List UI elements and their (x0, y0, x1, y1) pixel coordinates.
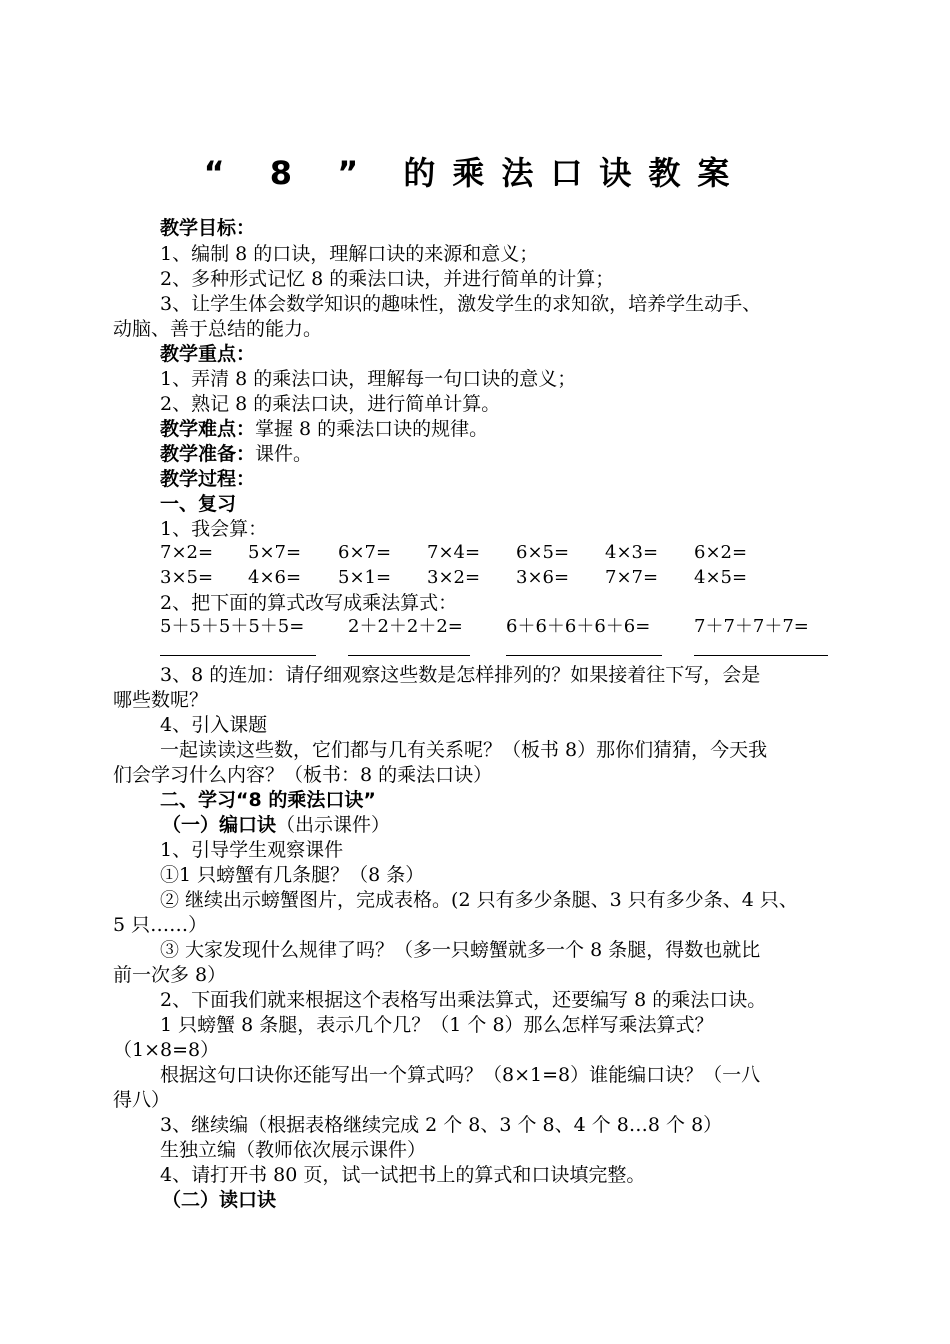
calc-item: 5×1= (338, 567, 392, 588)
guide-2b-line2: 得八） (113, 1089, 171, 1111)
guide-1b-line2: 5 只……） (113, 914, 208, 936)
sub-1-heading (162, 812, 390, 838)
calc-item: 3×6= (516, 567, 570, 588)
step-4: 4、引入课题 (160, 714, 268, 736)
calc-item: 4×3= (605, 542, 659, 563)
guide-1: 1、引导学生观察课件 (160, 839, 344, 861)
sub-2-heading: （二）读口诀 (162, 1189, 277, 1211)
addition-item: 2＋2＋2＋2= (348, 616, 463, 637)
rewrite-title: 2、把下面的算式改写成乘法算式： (160, 592, 458, 614)
answer-blank[interactable] (160, 655, 316, 656)
guide-2a-line2: （1×8=8） (113, 1039, 220, 1061)
calc-item: 7×4= (427, 542, 481, 563)
answer-blank[interactable] (348, 655, 470, 656)
calc-item: 6×7= (338, 542, 392, 563)
step-3-line2: 哪些数呢？ (113, 689, 209, 711)
guide-1b-line1: ② 继续出示螃蟹图片，完成表格。(2 只有多少条腿、3 只有多少条、4 只、 (160, 889, 798, 911)
difficulty-label: 教学难点： (160, 418, 256, 440)
section-2-heading: 二、学习“8 的乘法口诀” (160, 789, 376, 811)
preparation-text: 课件。 (255, 443, 313, 465)
goal-1: 1、编制 8 的口诀，理解口诀的来源和意义； (160, 243, 539, 265)
guide-1a: ①1 只螃蟹有几条腿？（8 条） (160, 864, 425, 886)
intro-line2: 们会学习什么内容？（板书：8 的乘法口诀） (113, 764, 493, 786)
calc-item: 4×5= (694, 567, 748, 588)
calc-item: 6×2= (694, 542, 748, 563)
preparation-label: 教学准备： (160, 443, 256, 465)
answer-blank[interactable] (506, 655, 662, 656)
sub-1-bold: （一）编口诀 (162, 814, 277, 836)
goal-3-line1: 3、让学生体会数学知识的趣味性，激发学生的求知欲，培养学生动手、 (160, 293, 762, 315)
key-point-1: 1、弄清 8 的乘法口诀，理解每一句口诀的意义； (160, 368, 577, 390)
intro-line1: 一起读读这些数，它们都与几有关系呢？（板书 8）那你们猜猜，今天我 (160, 739, 768, 761)
step-3-line1: 3、8 的连加：请仔细观察这些数是怎样排列的？如果接着往下写，会是 (160, 664, 761, 686)
goals-heading: 教学目标： (160, 217, 256, 239)
section-1-heading: 一、复习 (160, 493, 237, 515)
guide-4: 4、请打开书 80 页，试一试把书上的算式和口诀填完整。 (160, 1164, 646, 1186)
calc-item: 7×2= (160, 542, 214, 563)
difficulty-text: 掌握 8 的乘法口诀的规律。 (255, 418, 489, 440)
guide-1c-line2: 前一次多 8） (113, 964, 227, 986)
calc-title: 1、我会算： (160, 518, 268, 540)
addition-item: 6＋6＋6＋6＋6= (506, 616, 651, 637)
answer-blank[interactable] (694, 655, 828, 656)
addition-item: 7＋7＋7＋7= (694, 616, 809, 637)
addition-item: 5＋5＋5＋5＋5= (160, 616, 305, 637)
guide-2b-line1: 根据这句口诀你还能写出一个算式吗？（8×1=8）谁能编口诀？（一八 (160, 1064, 761, 1086)
calc-item: 3×2= (427, 567, 481, 588)
key-point-2: 2、熟记 8 的乘法口诀，进行简单计算。 (160, 393, 501, 415)
goal-3-line2: 动脑、善于总结的能力。 (113, 318, 323, 340)
calc-item: 6×5= (516, 542, 570, 563)
calc-item: 4×6= (248, 567, 302, 588)
difficulty-line (160, 416, 488, 442)
calc-item: 7×7= (605, 567, 659, 588)
guide-3: 3、继续编（根据表格继续完成 2 个 8、3 个 8、4 个 8…8 个 8） (160, 1114, 723, 1136)
document-title: “ 8 ” 的乘法口诀教案 (203, 154, 747, 192)
guide-2: 2、下面我们就来根据这个表格写出乘法算式，还要编写 8 的乘法口诀。 (160, 989, 767, 1011)
goal-2: 2、多种形式记忆 8 的乘法口诀，并进行简单的计算； (160, 268, 615, 290)
preparation-line (160, 441, 312, 467)
process-heading: 教学过程： (160, 468, 256, 490)
calc-item: 5×7= (248, 542, 302, 563)
guide-1c-line1: ③ 大家发现什么规律了吗？（多一只螃蟹就多一个 8 条腿，得数也就比 (160, 939, 761, 961)
calc-item: 3×5= (160, 567, 214, 588)
guide-3a: 生独立编（教师依次展示课件） (160, 1139, 427, 1161)
key-points-heading: 教学重点： (160, 343, 256, 365)
guide-2a-line1: 1 只螃蟹 8 条腿，表示几个几？（1 个 8）那么怎样写乘法算式？ (160, 1014, 714, 1036)
sub-1-note: （出示课件） (276, 814, 391, 836)
